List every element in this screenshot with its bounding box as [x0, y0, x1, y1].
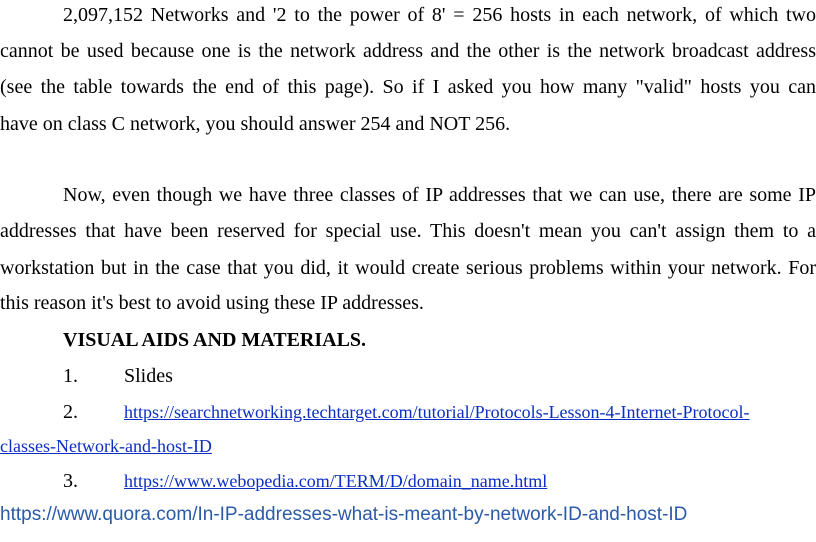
paragraph1-line1: 2,097,152 Networks and '2 to the power of 8' = 256 hosts in each network, of which two — [63, 4, 816, 26]
quora-url: https://www.quora.com/In-IP-addresses-what-is-meant-by-network-ID-and-host-ID — [0, 504, 688, 525]
section-heading: VISUAL AIDS AND MATERIALS. — [63, 329, 367, 351]
techtarget-link[interactable]: https://searchnetworking.techtarget.com/tutorial/Protocols-Lesson-4-Internet-Protocol- — [124, 402, 750, 422]
techtarget-link-continued[interactable]: classes-Network-and-host-ID — [0, 436, 212, 456]
list-item-slides: Slides — [124, 365, 173, 387]
webopedia-link[interactable]: https://www.webopedia.com/TERM/D/domain_name.html — [124, 471, 548, 491]
paragraph2-line1: Now, even though we have three classes of IP addresses that we can use, there are some IP — [63, 184, 816, 206]
paragraph2-line2: addresses that have been reserved for special use. This doesn't mean you can't assign them to a — [0, 220, 816, 242]
paragraph1-line3: (see the table towards the end of this page). So if I asked you how many "valid" hosts you can — [0, 76, 816, 98]
list-item-number-2: 2. — [63, 401, 78, 423]
paragraph1-line2: cannot be used because one is the network address and the other is the network broadcast address — [0, 40, 816, 62]
paragraph2-line3: workstation but in the case that you did, it would create serious problems within your network. For — [0, 257, 816, 279]
paragraph2-line4: this reason it's best to avoid using these IP addresses. — [0, 292, 424, 314]
list-item-number-1: 1. — [63, 365, 78, 387]
paragraph1-line4: have on class C network, you should answer 254 and NOT 256. — [0, 113, 511, 135]
list-item-number-3: 3. — [63, 470, 78, 492]
